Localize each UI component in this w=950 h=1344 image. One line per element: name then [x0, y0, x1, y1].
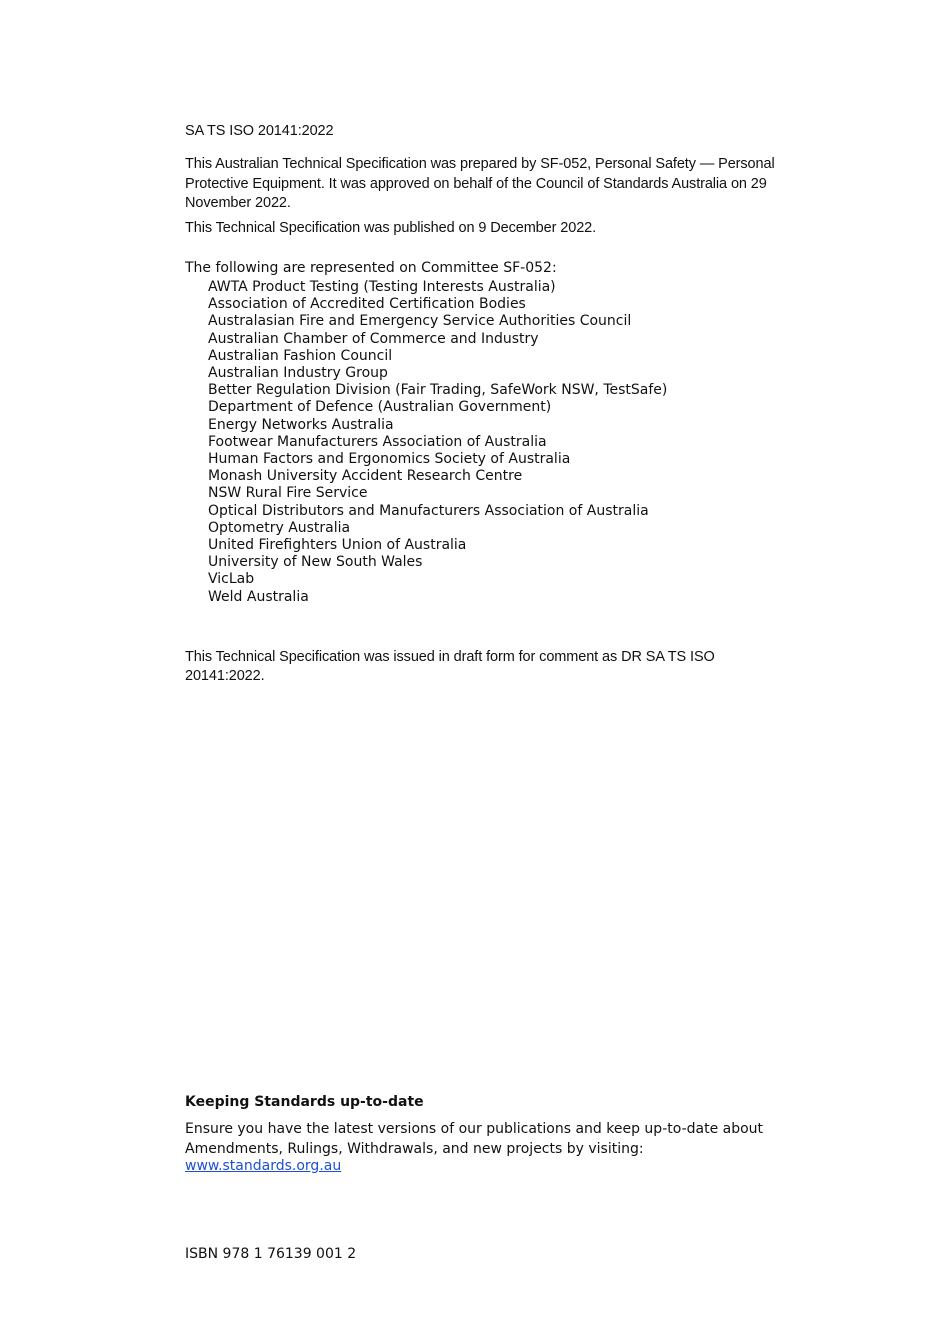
- committee-member: Australasian Fire and Emergency Service Authorities Council: [208, 313, 632, 330]
- committee-member: Optical Distributors and Manufacturers Association of Australia: [208, 502, 649, 519]
- committee-member-list: [208, 279, 667, 606]
- committee-member: Australian Industry Group: [208, 365, 388, 382]
- committee-member: Monash University Accident Research Centre: [208, 468, 523, 485]
- committee-member: Energy Networks Australia: [208, 416, 394, 433]
- committee-member: Optometry Australia: [208, 519, 351, 536]
- committee-member: Australian Chamber of Commerce and Industry: [208, 330, 539, 347]
- document-designation: SA TS ISO 20141:2022: [185, 123, 334, 139]
- committee-member: Human Factors and Ergonomics Society of Australia: [208, 451, 571, 468]
- draft-statement: This Technical Specification was issued in draft form for comment as DR SA TS ISO 20141:2022.: [185, 649, 715, 684]
- preparation-statement: This Australian Technical Specification was prepared by SF-052, Personal Safety — Personal Protective Equipment. It was approved on behalf of the Council of Standards Australia on 29 November 2022.: [185, 156, 775, 211]
- committee-member: VicLab: [208, 571, 255, 588]
- committee-member: Australian Fashion Council: [208, 347, 393, 364]
- keeping-standards-text: Ensure you have the latest versions of our publications and keep up-to-date about Amendments, Rulings, Withdrawals, and new projects by visiting:: [185, 1121, 764, 1157]
- committee-member: United Firefighters Union of Australia: [208, 537, 467, 554]
- standards-website-link[interactable]: www.standards.org.au: [185, 1158, 342, 1174]
- committee-member: Footwear Manufacturers Association of Australia: [208, 433, 547, 450]
- committee-member: Association of Accredited Certification Bodies: [208, 296, 526, 313]
- committee-member: NSW Rural Fire Service: [208, 485, 368, 502]
- committee-member: Weld Australia: [208, 588, 309, 605]
- committee-member: AWTA Product Testing (Testing Interests Australia): [208, 279, 556, 295]
- keeping-standards-heading: Keeping Standards up-to-date: [185, 1094, 424, 1110]
- publication-statement: This Technical Specification was published on 9 December 2022.: [185, 220, 597, 236]
- committee-member: Better Regulation Division (Fair Trading, SafeWork NSW, TestSafe): [208, 382, 668, 399]
- committee-member: University of New South Wales: [208, 554, 423, 571]
- committee-intro: The following are represented on Committee SF-052:: [185, 260, 557, 276]
- isbn-number: ISBN 978 1 76139 001 2: [185, 1246, 357, 1262]
- committee-member: Department of Defence (Australian Government): [208, 399, 552, 416]
